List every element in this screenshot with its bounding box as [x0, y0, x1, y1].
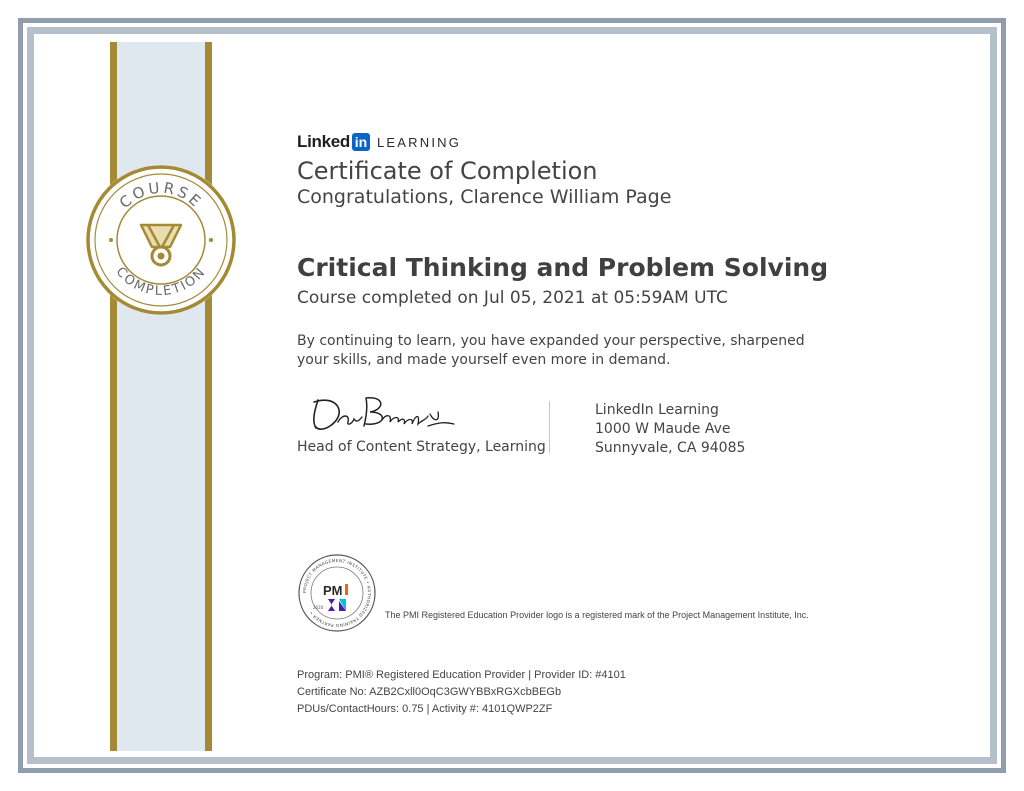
- issuer-address: [595, 401, 745, 458]
- side-ribbon: [110, 42, 212, 751]
- certificate-number: Certificate No: AZB2Cxll0OqC3GWYBBxRGXcbBEGb: [297, 686, 562, 698]
- logo-learning-text: LEARNING: [377, 134, 462, 150]
- pmi-trademark-note: The PMI Registered Education Provider logo is a registered mark of the Project Management Institute, Inc.: [385, 610, 809, 620]
- pmi-seal-text: PROJECT MANAGEMENT INSTITUTE • AUTHORIZED TRAINING PARTNER •: [301, 557, 373, 629]
- seal-bottom-text: COMPLETION: [112, 264, 210, 300]
- program-line: Program: PMI® Registered Education Provider | Provider ID: #4101: [297, 669, 626, 681]
- program-details: [297, 667, 626, 718]
- certificate-title: Certificate of Completion: [297, 157, 598, 185]
- seal-top-text: COURSE: [115, 178, 207, 213]
- logo-in-badge: in: [352, 133, 370, 151]
- issuer-street: 1000 W Maude Ave: [595, 421, 731, 437]
- pdu-activity-line: PDUs/ContactHours: 0.75 | Activity #: 4101QWP2ZF: [297, 703, 553, 715]
- pmi-year: 2020: [313, 605, 324, 610]
- pmi-authorized-partner-seal: [297, 553, 377, 633]
- course-title: Critical Thinking and Problem Solving: [297, 253, 829, 282]
- description-paragraph: By continuing to learn, you have expanded your perspective, sharpened your skills, and made yourself even more in demand.: [297, 333, 805, 368]
- handwritten-signature: [308, 392, 458, 434]
- issuer-city: Sunnyvale, CA 94085: [595, 440, 746, 456]
- congratulations-line: Congratulations, Clarence William Page: [297, 186, 672, 208]
- issuer-name: LinkedIn Learning: [595, 402, 719, 418]
- completion-date: Course completed on Jul 05, 2021 at 05:59AM UTC: [297, 288, 728, 308]
- signatory-role: Head of Content Strategy, Learning: [297, 439, 546, 455]
- vertical-divider: [549, 401, 550, 453]
- course-completion-seal: [84, 163, 238, 317]
- svg-text:PM: PM: [323, 583, 343, 598]
- logo-linked-text: Linked: [297, 132, 350, 151]
- linkedin-learning-logo: [297, 132, 461, 152]
